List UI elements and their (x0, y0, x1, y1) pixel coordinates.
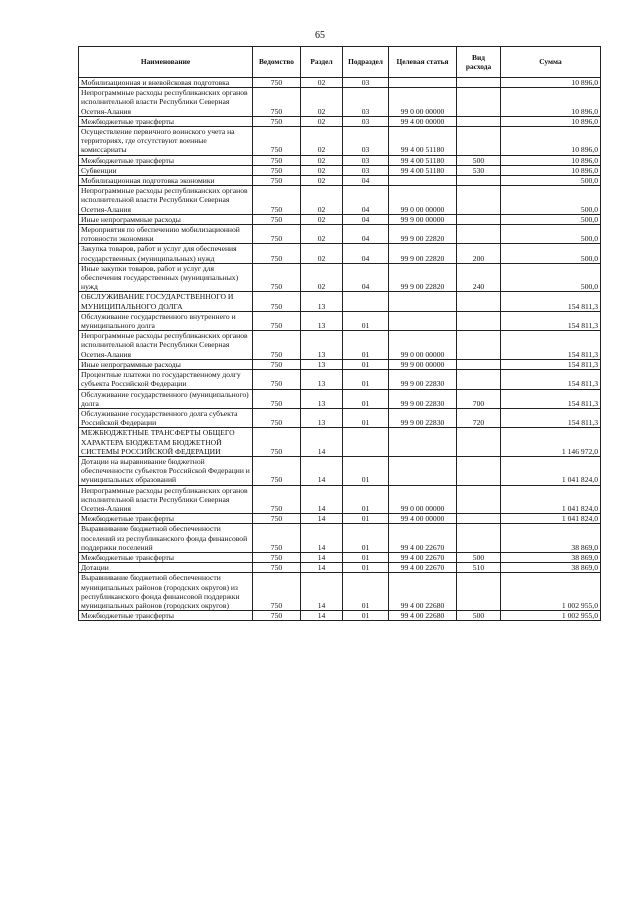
cell-razdel: 02 (301, 155, 343, 165)
cell-vid (457, 485, 501, 514)
cell-celevaya: 99 4 00 51180 (389, 155, 457, 165)
header-vedomstvo: Ведомство (253, 47, 301, 78)
cell-podrazdel: 01 (343, 552, 389, 562)
table-row (79, 514, 601, 524)
cell-podrazdel: 01 (343, 311, 389, 330)
cell-summa: 38 869,0 (501, 563, 601, 573)
cell-podrazdel: 01 (343, 611, 389, 621)
cell-vedomstvo: 750 (253, 176, 301, 186)
cell-celevaya: 99 9 00 22820 (389, 225, 457, 244)
cell-vedomstvo: 750 (253, 563, 301, 573)
cell-celevaya: 99 4 00 22670 (389, 524, 457, 553)
cell-summa: 154 811,3 (501, 292, 601, 311)
cell-razdel: 13 (301, 359, 343, 369)
cell-razdel: 02 (301, 78, 343, 88)
cell-name: Межбюджетные трансферты (79, 611, 253, 621)
cell-vedomstvo: 750 (253, 225, 301, 244)
cell-vid (457, 78, 501, 88)
cell-vedomstvo: 750 (253, 524, 301, 553)
cell-vid (457, 514, 501, 524)
table-row (79, 359, 601, 369)
cell-razdel: 02 (301, 263, 343, 292)
cell-podrazdel: 01 (343, 370, 389, 389)
cell-razdel: 13 (301, 408, 343, 427)
cell-vid (457, 359, 501, 369)
cell-summa: 38 869,0 (501, 552, 601, 562)
cell-podrazdel: 01 (343, 573, 389, 611)
cell-name: Непрограммные расходы республиканских органов исполнительной власти Республики Северная Осетия-Алания (79, 88, 253, 117)
cell-summa: 500,0 (501, 176, 601, 186)
cell-name: Закупка товаров, работ и услуг для обеспечения государственных (муниципальных) нужд (79, 244, 253, 263)
cell-vedomstvo: 750 (253, 573, 301, 611)
table-row (79, 263, 601, 292)
cell-razdel: 14 (301, 552, 343, 562)
cell-celevaya (389, 456, 457, 485)
cell-razdel: 13 (301, 370, 343, 389)
table-row (79, 611, 601, 621)
cell-name: Иные непрограммные расходы (79, 359, 253, 369)
cell-summa: 500,0 (501, 214, 601, 224)
table-row (79, 370, 601, 389)
cell-podrazdel (343, 292, 389, 311)
cell-podrazdel: 01 (343, 524, 389, 553)
cell-razdel: 02 (301, 127, 343, 156)
cell-vedomstvo: 750 (253, 428, 301, 457)
cell-name: Мобилизационная подготовка экономики (79, 176, 253, 186)
cell-vid (457, 573, 501, 611)
header-podrazdel: Подраздел (343, 47, 389, 78)
cell-name: Мероприятия по обеспечению мобилизационной готовности экономики (79, 225, 253, 244)
cell-vid: 500 (457, 552, 501, 562)
cell-celevaya: 99 4 00 00000 (389, 116, 457, 126)
cell-vedomstvo: 750 (253, 389, 301, 408)
cell-vedomstvo: 750 (253, 485, 301, 514)
cell-vid: 500 (457, 155, 501, 165)
cell-vedomstvo: 750 (253, 359, 301, 369)
table-row (79, 456, 601, 485)
cell-podrazdel: 04 (343, 176, 389, 186)
cell-name: МЕЖБЮДЖЕТНЫЕ ТРАНСФЕРТЫ ОБЩЕГО ХАРАКТЕРА БЮДЖЕТАМ БЮДЖЕТНОЙ СИСТЕМЫ РОССИЙСКОЙ ФЕДЕРАЦИИ (79, 428, 253, 457)
cell-vid (457, 116, 501, 126)
cell-vedomstvo: 750 (253, 214, 301, 224)
cell-vid (457, 127, 501, 156)
table-row (79, 214, 601, 224)
header-name: Наименование (79, 47, 253, 78)
cell-summa: 10 896,0 (501, 127, 601, 156)
cell-vid: 240 (457, 263, 501, 292)
cell-podrazdel: 04 (343, 244, 389, 263)
cell-celevaya: 99 9 00 22820 (389, 244, 457, 263)
cell-name: Межбюджетные трансферты (79, 155, 253, 165)
cell-name: Иные закупки товаров, работ и услуг для обеспечения государственных (муниципальных) нужд (79, 263, 253, 292)
cell-name: Обслуживание государственного внутреннего и муниципального долга (79, 311, 253, 330)
cell-podrazdel: 01 (343, 485, 389, 514)
cell-vid (457, 428, 501, 457)
cell-celevaya: 99 0 00 00000 (389, 331, 457, 360)
cell-vedomstvo: 750 (253, 186, 301, 215)
cell-razdel: 13 (301, 292, 343, 311)
cell-vedomstvo: 750 (253, 116, 301, 126)
cell-celevaya: 99 4 00 22670 (389, 563, 457, 573)
cell-podrazdel: 04 (343, 225, 389, 244)
cell-razdel: 13 (301, 311, 343, 330)
header-vid: Вид расхода (457, 47, 501, 78)
table-row (79, 244, 601, 263)
cell-vid: 500 (457, 611, 501, 621)
cell-summa: 500,0 (501, 225, 601, 244)
header-celevaya: Целевая статья (389, 47, 457, 78)
cell-summa: 1 041 824,0 (501, 485, 601, 514)
cell-razdel: 13 (301, 331, 343, 360)
cell-celevaya: 99 9 00 00000 (389, 359, 457, 369)
cell-celevaya (389, 428, 457, 457)
cell-razdel: 14 (301, 428, 343, 457)
cell-razdel: 14 (301, 485, 343, 514)
cell-name: Непрограммные расходы республиканских органов исполнительной власти Республики Северная Осетия-Алания (79, 485, 253, 514)
table-row (79, 88, 601, 117)
cell-vedomstvo: 750 (253, 292, 301, 311)
table-header-row (79, 47, 601, 78)
cell-name: Дотации (79, 563, 253, 573)
cell-name: Межбюджетные трансферты (79, 116, 253, 126)
cell-vid: 530 (457, 165, 501, 175)
cell-podrazdel: 01 (343, 514, 389, 524)
cell-celevaya: 99 4 00 00000 (389, 514, 457, 524)
cell-celevaya: 99 0 00 00000 (389, 186, 457, 215)
table-row (79, 331, 601, 360)
table-row (79, 428, 601, 457)
table-row (79, 225, 601, 244)
cell-vid (457, 186, 501, 215)
cell-razdel: 02 (301, 214, 343, 224)
cell-razdel: 13 (301, 389, 343, 408)
cell-podrazdel: 03 (343, 88, 389, 117)
cell-name: Дотации на выравнивание бюджетной обеспеченности субъектов Российской Федерации и муниципальных образований (79, 456, 253, 485)
cell-celevaya: 99 9 00 22830 (389, 389, 457, 408)
cell-podrazdel: 01 (343, 456, 389, 485)
cell-summa: 500,0 (501, 263, 601, 292)
cell-summa: 154 811,3 (501, 408, 601, 427)
cell-summa: 10 896,0 (501, 88, 601, 117)
header-razdel: Раздел (301, 47, 343, 78)
cell-name: Выравнивание бюджетной обеспеченности поселений из республиканского фонда финансовой поддержки поселений (79, 524, 253, 553)
cell-summa: 10 896,0 (501, 155, 601, 165)
cell-summa: 154 811,3 (501, 389, 601, 408)
cell-vedomstvo: 750 (253, 311, 301, 330)
cell-celevaya: 99 9 00 22830 (389, 370, 457, 389)
cell-summa: 500,0 (501, 186, 601, 215)
cell-razdel: 02 (301, 165, 343, 175)
cell-vid (457, 456, 501, 485)
cell-celevaya: 99 4 00 51180 (389, 127, 457, 156)
cell-podrazdel (343, 428, 389, 457)
cell-celevaya: 99 9 00 22830 (389, 408, 457, 427)
cell-vid: 700 (457, 389, 501, 408)
cell-razdel: 14 (301, 611, 343, 621)
cell-celevaya: 99 9 00 00000 (389, 214, 457, 224)
cell-vedomstvo: 750 (253, 611, 301, 621)
cell-podrazdel: 01 (343, 389, 389, 408)
cell-vedomstvo: 750 (253, 552, 301, 562)
table-row (79, 78, 601, 88)
cell-celevaya (389, 292, 457, 311)
cell-razdel: 14 (301, 563, 343, 573)
cell-summa: 154 811,3 (501, 311, 601, 330)
table-row (79, 408, 601, 427)
cell-vedomstvo: 750 (253, 408, 301, 427)
cell-summa: 10 896,0 (501, 78, 601, 88)
page-number: 65 (315, 30, 325, 41)
cell-summa: 500,0 (501, 244, 601, 263)
cell-summa: 1 002 955,0 (501, 611, 601, 621)
cell-celevaya: 99 9 00 22820 (389, 263, 457, 292)
cell-razdel: 02 (301, 88, 343, 117)
cell-vedomstvo: 750 (253, 78, 301, 88)
cell-podrazdel: 04 (343, 263, 389, 292)
table-row (79, 485, 601, 514)
cell-vid (457, 225, 501, 244)
cell-podrazdel: 03 (343, 155, 389, 165)
cell-podrazdel: 01 (343, 359, 389, 369)
table-row (79, 389, 601, 408)
cell-vedomstvo: 750 (253, 88, 301, 117)
cell-name: ОБСЛУЖИВАНИЕ ГОСУДАРСТВЕННОГО И МУНИЦИПАЛЬНОГО ДОЛГА (79, 292, 253, 311)
cell-name: Обслуживание государственного (муниципального) долга (79, 389, 253, 408)
cell-vid (457, 311, 501, 330)
cell-summa: 10 896,0 (501, 165, 601, 175)
cell-vid (457, 524, 501, 553)
table-row (79, 292, 601, 311)
cell-name: Процентные платежи по государственному долгу субъекта Российской Федерации (79, 370, 253, 389)
cell-vedomstvo: 750 (253, 331, 301, 360)
cell-vedomstvo: 750 (253, 127, 301, 156)
cell-razdel: 02 (301, 116, 343, 126)
cell-celevaya (389, 311, 457, 330)
cell-vid (457, 88, 501, 117)
cell-vedomstvo: 750 (253, 456, 301, 485)
cell-razdel: 14 (301, 524, 343, 553)
cell-razdel: 02 (301, 186, 343, 215)
cell-vid: 200 (457, 244, 501, 263)
cell-podrazdel: 01 (343, 563, 389, 573)
cell-name: Иные непрограммные расходы (79, 214, 253, 224)
table-row (79, 311, 601, 330)
table-row (79, 524, 601, 553)
cell-razdel: 02 (301, 176, 343, 186)
cell-celevaya: 99 4 00 22680 (389, 611, 457, 621)
cell-vedomstvo: 750 (253, 263, 301, 292)
cell-vid (457, 292, 501, 311)
table-row (79, 127, 601, 156)
cell-vedomstvo: 750 (253, 165, 301, 175)
table-row (79, 165, 601, 175)
cell-vedomstvo: 750 (253, 244, 301, 263)
header-summa: Сумма (501, 47, 601, 78)
cell-vedomstvo: 750 (253, 514, 301, 524)
table-row (79, 186, 601, 215)
cell-vid (457, 370, 501, 389)
cell-celevaya: 99 0 00 00000 (389, 485, 457, 514)
cell-podrazdel: 01 (343, 408, 389, 427)
cell-vid (457, 214, 501, 224)
cell-name: Обслуживание государственного долга субъекта Российской Федерации (79, 408, 253, 427)
cell-summa: 1 002 955,0 (501, 573, 601, 611)
cell-razdel: 14 (301, 573, 343, 611)
cell-summa: 10 896,0 (501, 116, 601, 126)
cell-podrazdel: 03 (343, 78, 389, 88)
cell-name: Осуществление первичного воинского учета на территориях, где отсутствуют военные комиссариаты (79, 127, 253, 156)
cell-vid (457, 176, 501, 186)
table-row (79, 176, 601, 186)
cell-podrazdel: 04 (343, 214, 389, 224)
cell-summa: 154 811,3 (501, 370, 601, 389)
cell-podrazdel: 04 (343, 186, 389, 215)
cell-summa: 154 811,3 (501, 331, 601, 360)
cell-name: Межбюджетные трансферты (79, 514, 253, 524)
cell-name: Выравнивание бюджетной обеспеченности муниципальных районов (городских округов) из республиканского фонда финансовой поддержки муниципальных районов (городских округов) (79, 573, 253, 611)
table-row (79, 116, 601, 126)
table-row (79, 563, 601, 573)
cell-summa: 154 811,3 (501, 359, 601, 369)
cell-celevaya (389, 176, 457, 186)
table-body (79, 78, 601, 621)
cell-celevaya: 99 4 00 22680 (389, 573, 457, 611)
table-row (79, 155, 601, 165)
cell-celevaya (389, 78, 457, 88)
table-row (79, 552, 601, 562)
cell-name: Непрограммные расходы республиканских органов исполнительной власти Республики Северная Осетия-Алания (79, 331, 253, 360)
cell-vedomstvo: 750 (253, 155, 301, 165)
cell-podrazdel: 03 (343, 165, 389, 175)
cell-razdel: 02 (301, 244, 343, 263)
cell-name: Мобилизационная и вневойсковая подготовка (79, 78, 253, 88)
cell-podrazdel: 01 (343, 331, 389, 360)
cell-summa: 1 041 824,0 (501, 456, 601, 485)
cell-razdel: 02 (301, 225, 343, 244)
cell-celevaya: 99 4 00 51180 (389, 165, 457, 175)
cell-celevaya: 99 4 00 22670 (389, 552, 457, 562)
cell-razdel: 14 (301, 514, 343, 524)
cell-podrazdel: 03 (343, 116, 389, 126)
cell-razdel: 14 (301, 456, 343, 485)
cell-podrazdel: 03 (343, 127, 389, 156)
cell-vid (457, 331, 501, 360)
cell-summa: 1 041 824,0 (501, 514, 601, 524)
cell-name: Субвенции (79, 165, 253, 175)
cell-vid: 510 (457, 563, 501, 573)
budget-table (78, 46, 601, 621)
cell-vedomstvo: 750 (253, 370, 301, 389)
cell-summa: 1 146 972,0 (501, 428, 601, 457)
cell-name: Непрограммные расходы республиканских органов исполнительной власти Республики Северная Осетия-Алания (79, 186, 253, 215)
cell-celevaya: 99 0 00 00000 (389, 88, 457, 117)
cell-vid: 720 (457, 408, 501, 427)
cell-summa: 38 869,0 (501, 524, 601, 553)
cell-name: Межбюджетные трансферты (79, 552, 253, 562)
table-row (79, 573, 601, 611)
